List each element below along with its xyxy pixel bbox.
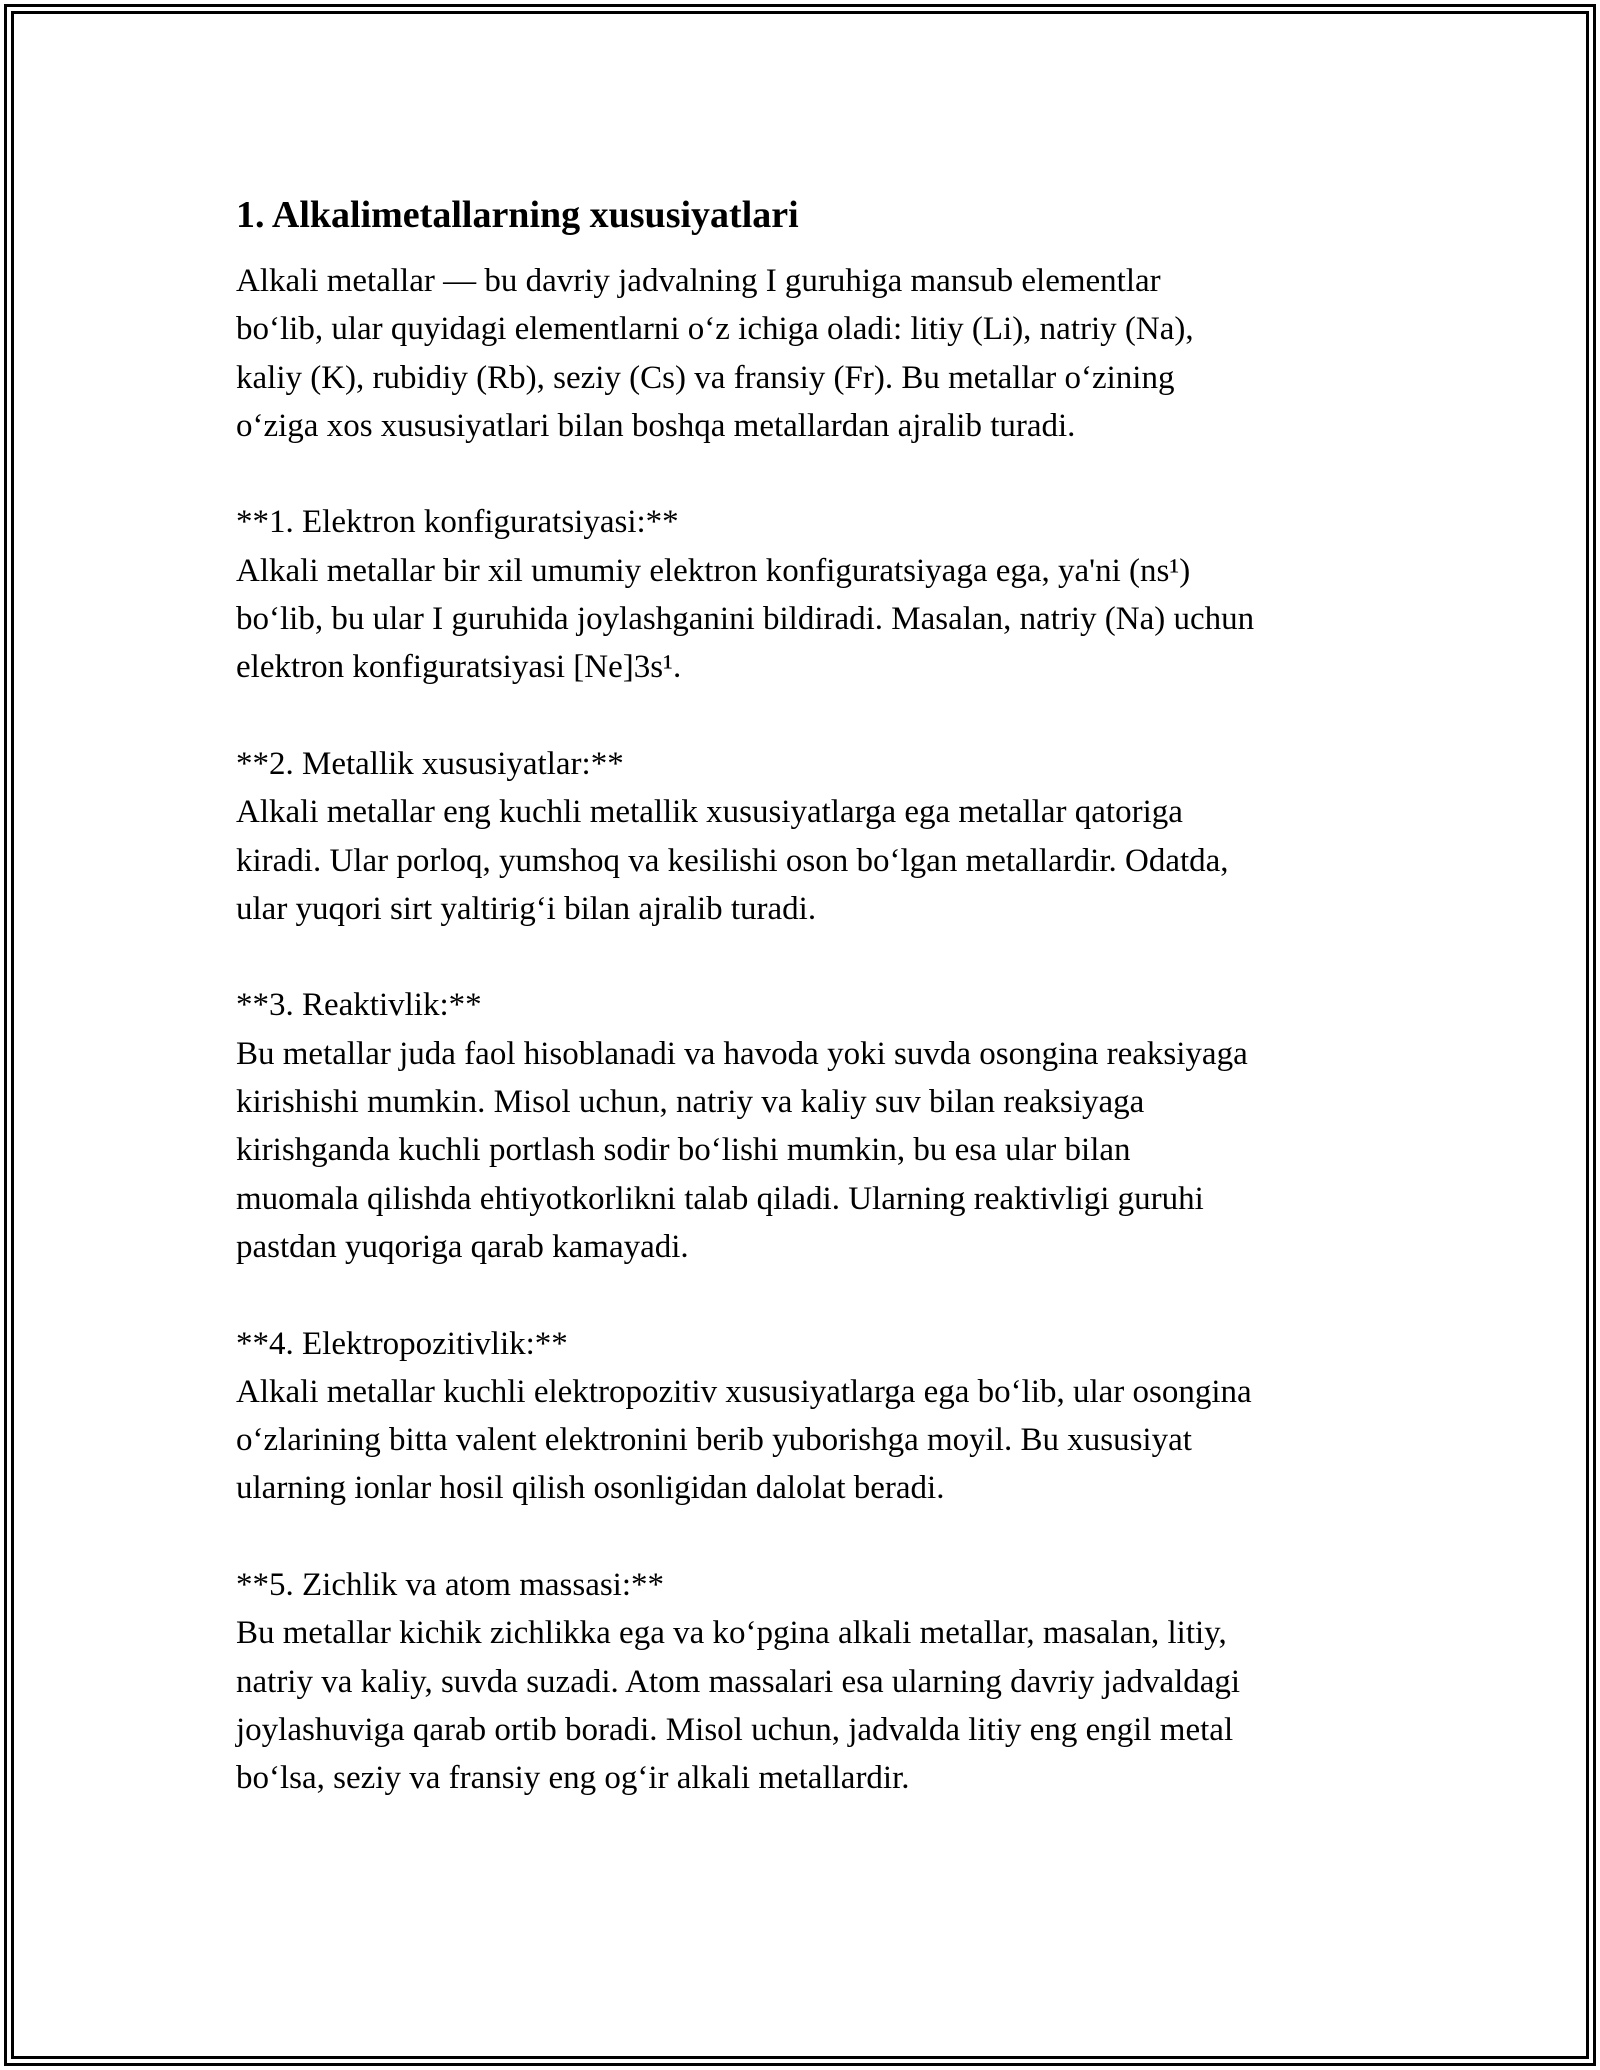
intro-paragraph (236, 257, 1396, 450)
text-line: ularning ionlar hosil qilish osonligidan dalolat beradi. (236, 1470, 945, 1507)
section-heading: **4. Elektropozitivlik:** (236, 1325, 568, 1362)
section-electropositivity (236, 1320, 1396, 1513)
text-line: Alkali metallar bir xil umumiy elektron konfiguratsiyaga ega, ya'ni (ns¹) (236, 552, 1191, 589)
text-line: Alkali metallar — bu davriy jadvalning I guruhiga mansub elementlar (236, 263, 1161, 299)
text-line: ular yuqori sirt yaltirig‘i bilan ajralib turadi. (236, 890, 817, 927)
text-line: kaliy (K), rubidiy (Rb), seziy (Cs) va fransiy (Fr). Bu metallar o‘zining (236, 359, 1175, 396)
section-heading: **5. Zichlik va atom massasi:** (236, 1567, 665, 1604)
section-paragraph (236, 1030, 1396, 1271)
text-line: kirishganda kuchli portlash sodir bo‘lishi mumkin, bu esa ular bilan (236, 1132, 1131, 1169)
text-line: kiradi. Ular porloq, yumshoq va kesilishi oson bo‘lgan metallardir. Odatda, (236, 842, 1229, 879)
text-line: bo‘lib, bu ular I guruhida joylashganini bildiradi. Masalan, natriy (Na) uchun (236, 601, 1255, 638)
section-electron-configuration (236, 498, 1396, 691)
text-line: Alkali metallar kuchli elektropozitiv xususiyatlarga ega bo‘lib, ular osongina (236, 1373, 1252, 1410)
section-reactivity (236, 981, 1396, 1271)
text-line: Bu metallar kichik zichlikka ega va ko‘pgina alkali metallar, masalan, litiy, (236, 1615, 1227, 1652)
text-line: elektron konfiguratsiyasi [Ne]3s¹. (236, 649, 682, 686)
section-paragraph (236, 547, 1396, 692)
text-line: muomala qilishda ehtiyotkorlikni talab qiladi. Ularning reaktivligi guruhi (236, 1180, 1204, 1217)
text-line: pastdan yuqoriga qarab kamayadi. (236, 1228, 689, 1265)
section-paragraph (236, 788, 1396, 933)
text-line: o‘zlarining bitta valent elektronini berib yuborishga moyil. Bu xususiyat (236, 1422, 1192, 1459)
text-line: bo‘lib, ular quyidagi elementlarni o‘z ichiga oladi: litiy (Li), natriy (Na), (236, 311, 1194, 348)
text-line: Bu metallar juda faol hisoblanadi va havoda yoki suvda osongina reaksiyaga (236, 1035, 1248, 1072)
text-line: joylashuviga qarab ortib boradi. Misol uchun, jadvalda litiy eng engil metal (236, 1711, 1234, 1748)
document-body (236, 185, 1396, 1803)
section-heading: **3. Reaktivlik:** (236, 987, 482, 1024)
section-heading: **2. Metallik xususiyatlar:** (236, 745, 624, 782)
document-title: 1. Alkalimetallarning xususiyatlari (236, 194, 799, 236)
section-metallic-properties (236, 740, 1396, 933)
text-line: bo‘lsa, seziy va fransiy eng og‘ir alkali metallardir. (236, 1760, 910, 1797)
section-heading: **1. Elektron konfiguratsiyasi:** (236, 504, 679, 541)
text-line: kirishishi mumkin. Misol uchun, natriy va kaliy suv bilan reaksiyaga (236, 1084, 1145, 1121)
text-line: o‘ziga xos xususiyatlari bilan boshqa metallardan ajralib turadi. (236, 407, 1076, 444)
section-paragraph (236, 1609, 1396, 1802)
text-line: Alkali metallar eng kuchli metallik xususiyatlarga ega metallar qatoriga (236, 794, 1183, 831)
section-paragraph (236, 1368, 1396, 1513)
section-density-atomic-mass (236, 1561, 1396, 1802)
text-line: natriy va kaliy, suvda suzadi. Atom massalari esa ularning davriy jadvaldagi (236, 1663, 1241, 1700)
